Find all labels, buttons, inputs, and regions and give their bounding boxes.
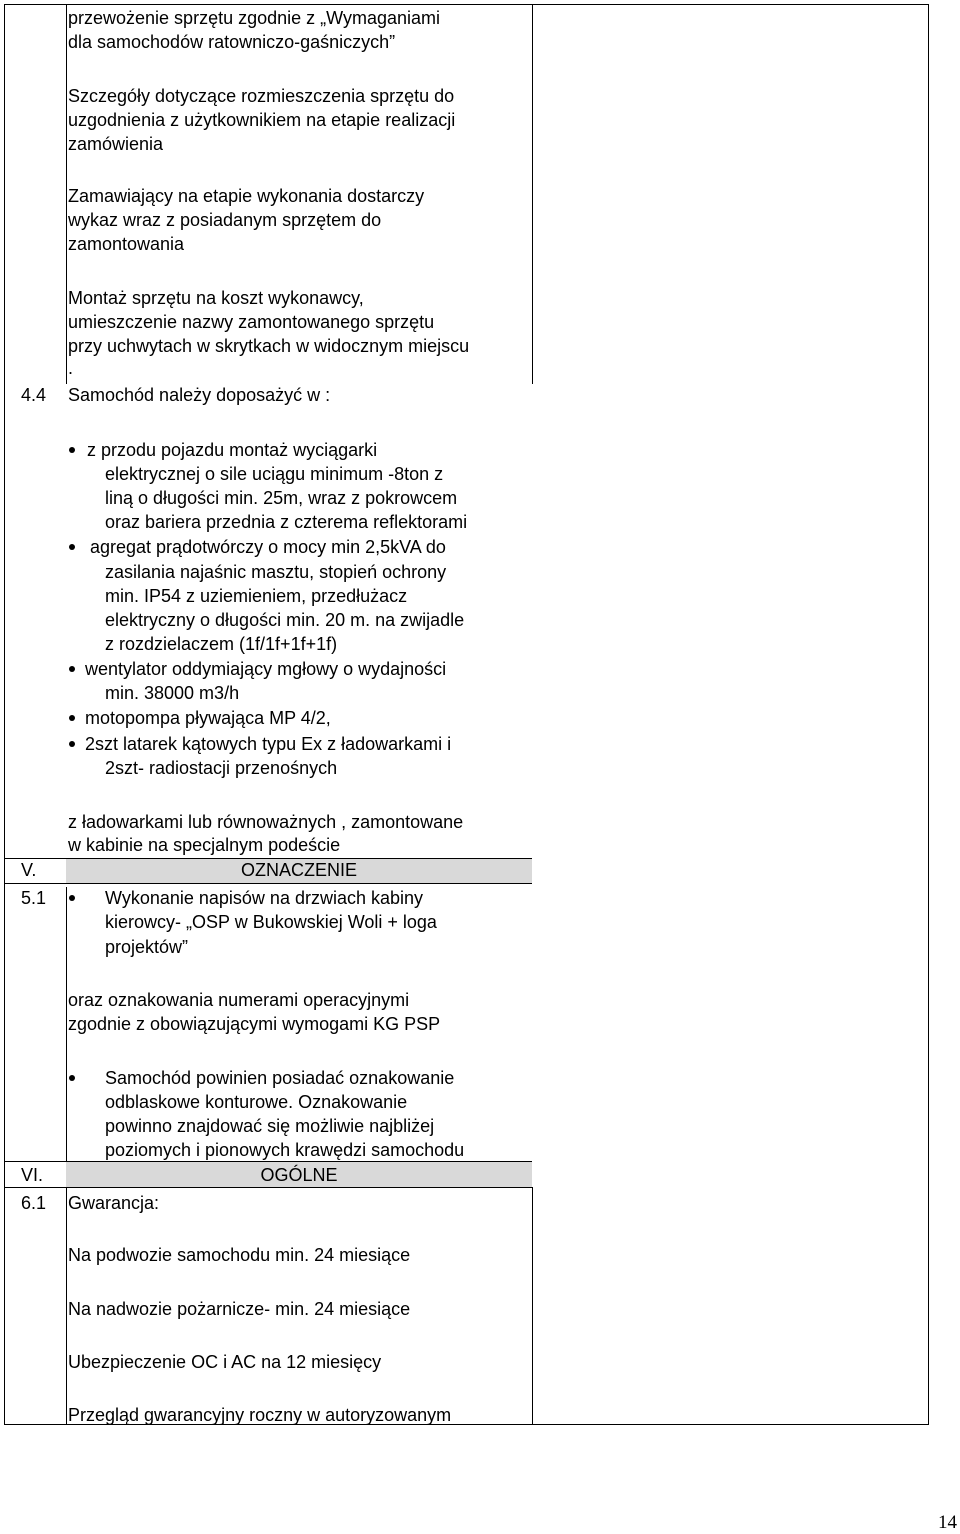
bullet-text: zasilania najaśnic masztu, stopień ochrony xyxy=(105,562,447,582)
section-title: OZNACZENIE xyxy=(240,860,357,880)
bullet-text: agregat prądotwórczy o mocy min 2,5kVA do xyxy=(90,537,446,557)
text-line: uzgodnienia z użytkownikiem na etapie realizacji xyxy=(68,110,456,130)
bullet-icon xyxy=(69,544,75,550)
divider-number-column-bottom xyxy=(66,1187,67,1425)
section-number: VI. xyxy=(21,1165,44,1185)
text-line: z ładowarkami lub równoważnych , zamontowane xyxy=(68,812,464,832)
bullet-text: z przodu pojazdu montaż wyciągarki xyxy=(87,440,378,460)
bullet-icon xyxy=(69,715,75,721)
text-line: wykaz wraz z posiadanym sprzętem do xyxy=(68,210,382,230)
bullet-icon xyxy=(69,895,75,901)
bullet-icon xyxy=(69,447,75,453)
text-line: zamontowania xyxy=(68,234,185,254)
divider-number-column-lower xyxy=(66,887,67,1161)
item-heading: Samochód należy doposażyć w : xyxy=(68,385,331,405)
text-line: w kabinie na specjalnym podeście xyxy=(68,835,341,855)
bullet-text: liną o długości min. 25m, wraz z pokrowcem xyxy=(105,488,458,508)
bullet-text: wentylator oddymiający mgłowy o wydajności xyxy=(85,659,447,679)
section-title: OGÓLNE xyxy=(260,1165,338,1185)
text-line: umieszczenie nazwy zamontowanego sprzętu xyxy=(68,312,435,332)
text-line: zgodnie z obowiązującymi wymogami KG PSP xyxy=(68,1014,441,1034)
text-line: Przegląd gwarancyjny roczny w autoryzowanym xyxy=(68,1405,452,1425)
bullet-text: oraz bariera przednia z czterema reflektorami xyxy=(105,512,468,532)
text-line: Montaż sprzętu na koszt wykonawcy, xyxy=(68,288,364,308)
bullet-text: motopompa pływająca MP 4/2, xyxy=(85,708,331,728)
text-line: zamówienia xyxy=(68,134,164,154)
bullet-text: powinno znajdować się możliwie najbliżej xyxy=(105,1116,435,1136)
item-number-5-1: 5.1 xyxy=(21,888,47,908)
bullet-text: projektów” xyxy=(105,937,189,957)
text-line: oraz oznakowania numerami operacyjnymi xyxy=(68,990,410,1010)
bullet-text: elektrycznej o sile uciągu minimum -8ton z xyxy=(105,464,444,484)
divider-number-column xyxy=(66,4,67,384)
text-line: przewożenie sprzętu zgodnie z „Wymaganiami xyxy=(68,8,441,28)
text-line: przy uchwytach w skrytkach w widocznym miejscu xyxy=(68,336,470,356)
page-number: 14 xyxy=(938,1512,957,1533)
bullet-text: odblaskowe konturowe. Oznakowanie xyxy=(105,1092,408,1112)
section-number: V. xyxy=(21,860,37,880)
bullet-icon xyxy=(69,741,75,747)
bullet-icon xyxy=(69,1075,75,1081)
item-number-4-4: 4.4 xyxy=(21,385,47,405)
bullet-text: min. 38000 m3/h xyxy=(105,683,240,703)
bullet-text: min. IP54 z uziemieniem, przedłużacz xyxy=(105,586,408,606)
item-heading: Gwarancja: xyxy=(68,1193,160,1213)
divider-notes-column xyxy=(532,4,533,384)
row-line-section-6-bottom xyxy=(4,1187,532,1188)
text-line: Ubezpieczenie OC i AC na 12 miesięcy xyxy=(68,1352,382,1372)
text-line: Na nadwozie pożarnicze- min. 24 miesiące xyxy=(68,1299,411,1319)
divider-notes-column-bottom xyxy=(532,1187,533,1425)
text-line: Zamawiający na etapie wykonania dostarczy xyxy=(68,186,425,206)
bullet-text: elektryczny o długości min. 20 m. na zwijadle xyxy=(105,610,465,630)
bullet-text: 2szt- radiostacji przenośnych xyxy=(105,758,338,778)
item-number-6-1: 6.1 xyxy=(21,1193,47,1213)
bullet-text: Wykonanie napisów na drzwiach kabiny xyxy=(105,888,424,908)
row-line-section-5-bottom xyxy=(4,883,532,884)
text-line: Na podwozie samochodu min. 24 miesiące xyxy=(68,1245,411,1265)
bullet-icon xyxy=(69,666,75,672)
text-line: Szczegóły dotyczące rozmieszczenia sprzętu do xyxy=(68,86,455,106)
bullet-text: 2szt latarek kątowych typu Ex z ładowarkami i xyxy=(85,734,452,754)
bullet-text: poziomych i pionowych krawędzi samochodu xyxy=(105,1140,465,1160)
bullet-text: z rozdzielaczem (1f/1f+1f+1f) xyxy=(105,634,338,654)
bullet-text: Samochód powinien posiadać oznakowanie xyxy=(105,1068,455,1088)
text-line: dla samochodów ratowniczo-gaśniczych” xyxy=(68,32,396,52)
text-line: . xyxy=(68,358,74,378)
bullet-text: kierowcy- „OSP w Bukowskiej Woli + loga xyxy=(105,912,437,932)
